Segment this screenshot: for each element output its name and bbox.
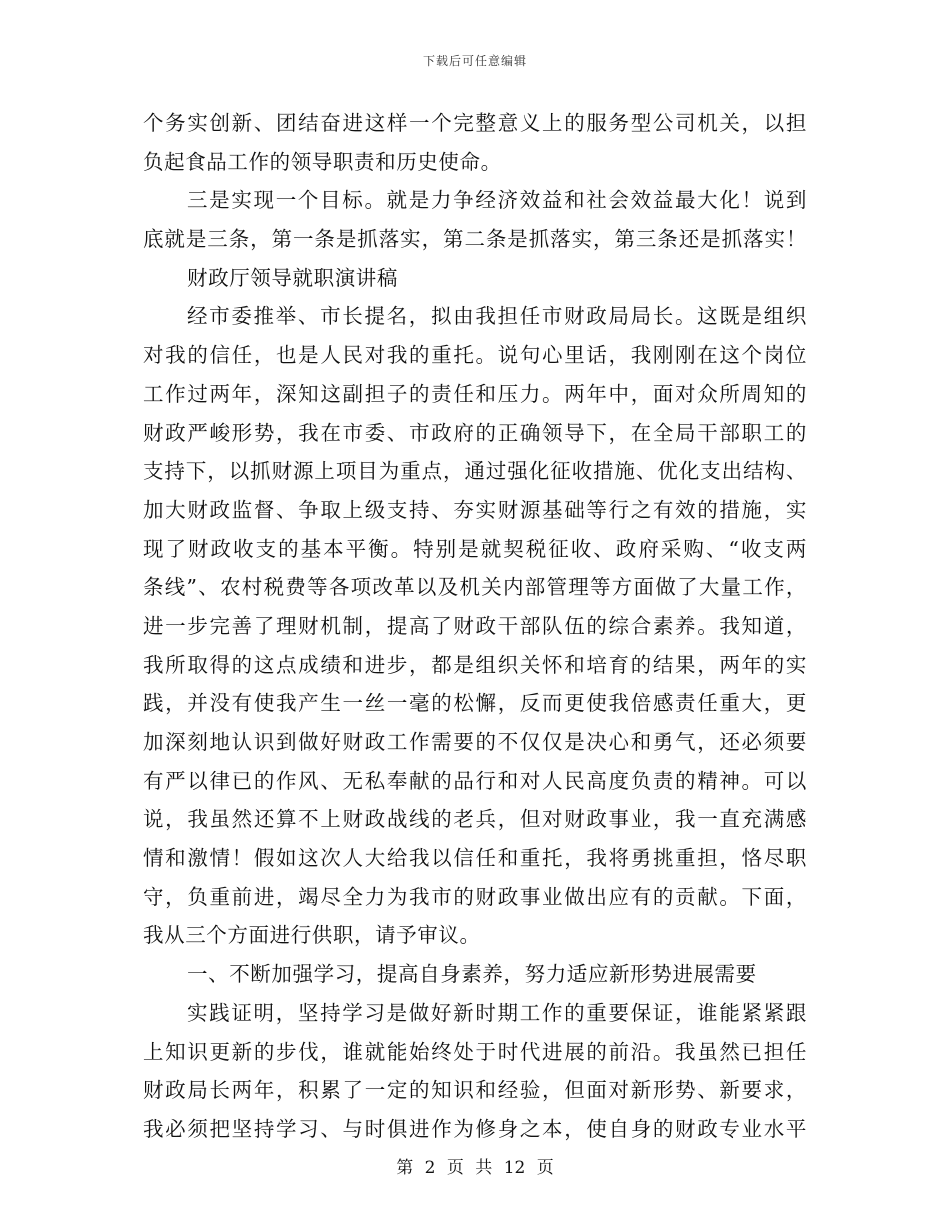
body-line: 负起食品工作的领导职责和历史使命。 xyxy=(143,149,502,174)
body-line: 说，我虽然还算不上财政战线的老兵，但对财政事业，我一直充满感 xyxy=(143,807,807,832)
body-line: 加深刻地认识到做好财政工作需要的不仅仅是决心和勇气，还必须要 xyxy=(143,730,807,754)
body-line: 条线”、农村税费等各项改革以及机关内部管理等方面做了大量工作， xyxy=(143,575,807,600)
body-line: 我必须把坚持学习、与时俱进作为修身之本，使自身的财政专业水平 xyxy=(143,1116,807,1141)
body-line: 支持下，以抓财源上项目为重点，通过强化征收措施、优化支出结构、 xyxy=(143,459,807,484)
body-line: 经市委推举、市长提名，拟由我担任市财政局局长。这既是组织 xyxy=(187,304,807,329)
page-header-note: 下载后可任意编辑 xyxy=(422,54,527,68)
body-line: 财政严峻形势，我在市委、市政府的正确领导下，在全局干部职工的 xyxy=(143,420,807,445)
body-line: 实践证明，坚持学习是做好新时期工作的重要保证，谁能紧紧跟 xyxy=(187,1000,807,1025)
body-line: 上知识更新的步伐，谁就能始终处于时代进展的前沿。我虽然已担任 xyxy=(143,1039,807,1064)
body-line: 情和激情！假如这次人大给我以信任和重托，我将勇挑重担，恪尽职 xyxy=(143,846,807,871)
body-line: 有严以律已的作风、无私奉献的品行和对人民高度负责的精神。可以 xyxy=(143,768,807,793)
section-heading: 一、不断加强学习，提高自身素养，努力适应新形势进展需要 xyxy=(187,962,757,987)
body-line: 我从三个方面进行供职，请予审议。 xyxy=(143,923,481,948)
body-line: 加大财政监督、争取上级支持、夯实财源基础等行之有效的措施，实 xyxy=(143,497,807,522)
body-line: 我所取得的这点成绩和进步，都是组织关怀和培育的结果，两年的实 xyxy=(143,652,807,677)
body-line: 守，负重前进，竭尽全力为我市的财政事业做出应有的贡献。下面， xyxy=(143,884,807,909)
body-line: 践，并没有使我产生一丝一毫的松懈，反而更使我倍感责任重大，更 xyxy=(143,691,807,716)
document-body xyxy=(143,104,807,1149)
body-line: 三是实现一个目标。就是力争经济效益和社会效益最大化！说到 xyxy=(187,188,807,213)
body-line: 个务实创新、团结奋进这样一个完整意义上的服务型公司机关，以担 xyxy=(143,111,807,135)
body-line: 工作过两年，深知这副担子的责任和压力。两年中，面对众所周知的 xyxy=(143,381,807,406)
body-line: 对我的信任，也是人民对我的重托。说句心里话，我刚刚在这个岗位 xyxy=(143,343,807,368)
body-line: 财政局长两年，积累了一定的知识和经验，但面对新形势、新要求， xyxy=(143,1078,807,1103)
body-line: 进一步完善了理财机制，提高了财政干部队伍的综合素养。我知道， xyxy=(143,613,807,638)
body-line: 底就是三条，第一条是抓落实，第二条是抓落实，第三条还是抓落实！ xyxy=(143,227,807,252)
body-line: 现了财政收支的基本平衡。特别是就契税征收、政府采购、“收支两 xyxy=(143,536,807,561)
page-number-footer: 第 2 页 共 12 页 xyxy=(396,1158,554,1178)
section-title: 财政厅领导就职演讲稿 xyxy=(187,265,398,290)
